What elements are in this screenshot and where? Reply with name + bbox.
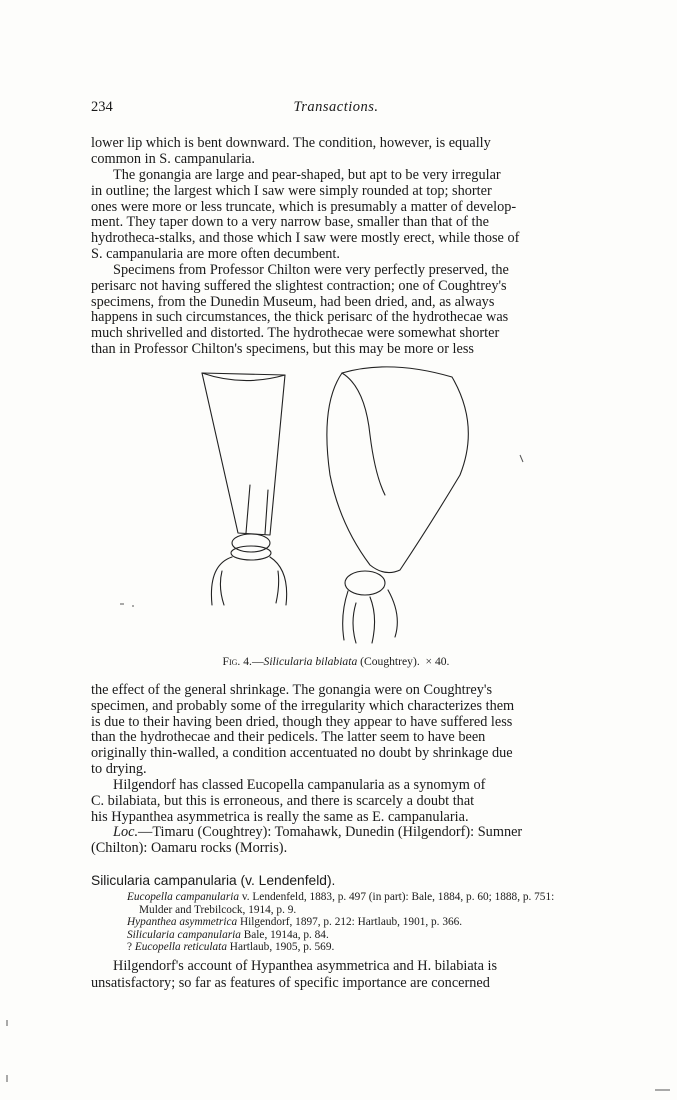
synonym-ref: Hilgendorf, 1897, p. 212: Hartlaub, 1901, p. 366. bbox=[237, 916, 463, 929]
locality-line-2: (Chilton): Oamaru rocks (Morris). bbox=[91, 840, 288, 857]
text-line: specimen, and probably some of the irregularity which characterizes them bbox=[91, 697, 515, 714]
species-heading: Silicularia campanularia (v. Lendenfeld). bbox=[91, 873, 336, 888]
figure-label: Fig. 4. bbox=[222, 655, 252, 668]
text-line: happens in such circumstances, the thick perisarc of the hydrothecae was bbox=[91, 309, 509, 326]
text-line: than in Professor Chilton's specimens, but this may be more or less bbox=[91, 340, 474, 357]
synonymy-entry bbox=[127, 916, 579, 929]
synonym-name: Eucopella campanularia bbox=[127, 891, 240, 903]
paragraph-6 bbox=[91, 958, 581, 991]
locality-text: Timaru (Coughtrey): Tomahawk, Dunedin (Hilgendorf): Sumner bbox=[152, 824, 523, 841]
synonym-prefix: ? bbox=[127, 941, 135, 954]
text-line: lower lip which is bent downward. The condition, however, is equally bbox=[91, 135, 491, 151]
locality-label: Loc. bbox=[113, 824, 139, 841]
running-header bbox=[91, 99, 581, 119]
synonym-ref: Bale, 1914a, p. 84. bbox=[240, 928, 329, 941]
figure-caption bbox=[91, 655, 581, 668]
paragraph-1 bbox=[91, 136, 581, 168]
text-line: ones were more or less truncate, which is presumably a matter of develop- bbox=[91, 198, 517, 215]
synonymy-entry bbox=[127, 941, 579, 954]
text-line: ment. They taper down to a very narrow base, smaller than that of the bbox=[91, 214, 489, 231]
locality-dash: — bbox=[138, 824, 153, 841]
text-line: common in S. campanularia. bbox=[91, 150, 255, 167]
text-line: in outline; the largest which I saw were simply rounded at top; shorter bbox=[91, 182, 492, 199]
text-line: perisarc not having suffered the slightest contraction; one of Coughtrey's bbox=[91, 277, 507, 294]
figure-4-drawing bbox=[190, 365, 490, 655]
text-line: much shrivelled and distorted. The hydrothecae were somewhat shorter bbox=[91, 325, 500, 342]
synonym-ref: Hartlaub, 1905, p. 569. bbox=[226, 941, 335, 954]
text-line: the effect of the general shrinkage. The gonangia were on Coughtrey's bbox=[91, 682, 493, 698]
text-line: The gonangia are large and pear-shaped, but apt to be very irregular bbox=[113, 167, 501, 183]
synonym-name: Silicularia campanularia bbox=[127, 928, 241, 941]
page-number: 234 bbox=[91, 99, 113, 115]
text-line: C. bilabiata, but this is erroneous, and there is scarcely a doubt that bbox=[91, 792, 475, 809]
text-line: originally thin-walled, a condition accentuated no doubt by shrinkage due bbox=[91, 745, 513, 762]
locality-line bbox=[91, 825, 581, 841]
synonymy-entry bbox=[127, 891, 579, 916]
text-line: to drying. bbox=[91, 760, 147, 777]
text-line: specimens, from the Dunedin Museum, had been dried, and, as always bbox=[91, 293, 495, 310]
text-line: Hilgendorf has classed Eucopella campanularia as a synomym of bbox=[113, 777, 486, 793]
text-line: than the hydrothecae and their pedicels. The latter seem to have been bbox=[91, 729, 486, 746]
text-line: his Hypanthea asymmetrica is really the same as E. campanularia. bbox=[91, 808, 469, 825]
gonangium-right-drawing bbox=[327, 367, 468, 643]
figure-species: Silicularia bilabiata bbox=[263, 655, 358, 668]
paragraph-2 bbox=[91, 168, 581, 263]
text-line: Hilgendorf's account of Hypanthea asymmetrica and H. bilabiata is bbox=[113, 958, 498, 974]
synonymy-entry bbox=[127, 929, 579, 942]
synonymy-list bbox=[127, 891, 579, 954]
paragraph-4 bbox=[91, 683, 581, 778]
synonym-name: Eucopella reticulata bbox=[134, 941, 227, 954]
hydrotheca-left-drawing bbox=[202, 373, 287, 605]
text-line: S. campanularia are more often decumbent. bbox=[91, 245, 340, 262]
running-title: Transactions. bbox=[293, 99, 379, 115]
paragraph-3 bbox=[91, 263, 581, 358]
figure-author: (Coughtrey). bbox=[357, 655, 420, 668]
figure-dash: — bbox=[251, 655, 264, 668]
synonym-ref: v. Lendenfeld, 1883, p. 497 (in part): Bale, 1884, p. 60; 1888, p. 751: Mulder and Trebilcock, 1914, p. 9. bbox=[139, 891, 555, 916]
text-line: Specimens from Professor Chilton were very perfectly preserved, the bbox=[113, 262, 509, 278]
text-line: is due to their having been dried, though they appear to have suffered less bbox=[91, 713, 513, 730]
figure-magnification: × 40. bbox=[425, 655, 450, 668]
synonym-name: Hypanthea asymmetrica bbox=[127, 916, 238, 929]
text-line: hydrotheca-stalks, and those which I saw were mostly erect, while those of bbox=[91, 230, 520, 247]
paragraph-5 bbox=[91, 778, 581, 857]
text-line: unsatisfactory; so far as features of specific importance are concerned bbox=[91, 974, 490, 991]
